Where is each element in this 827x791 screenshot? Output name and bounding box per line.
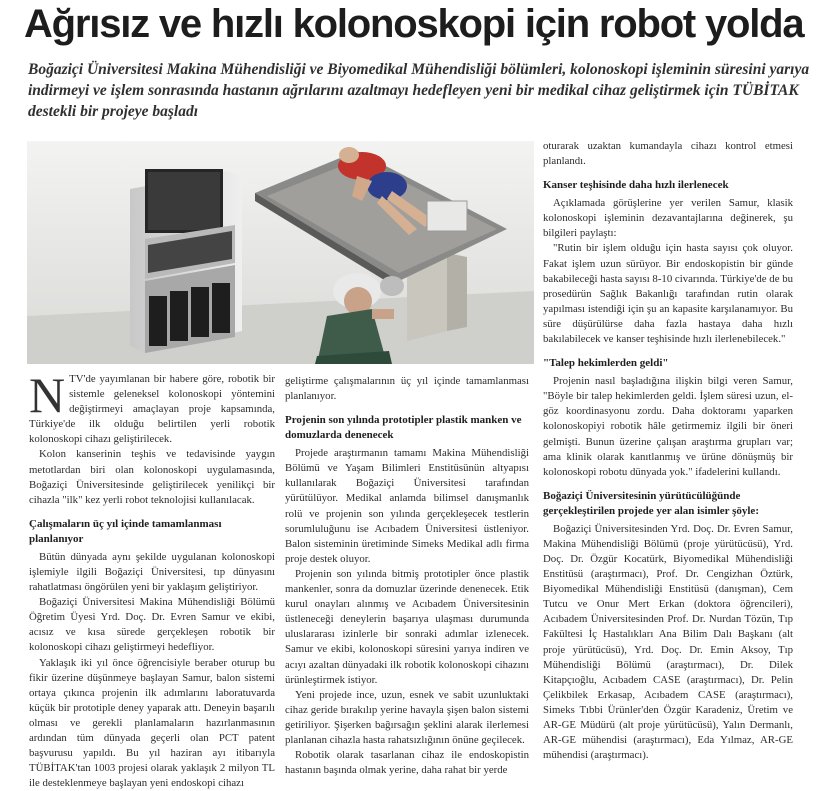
section-heading: Projenin son yılında prototipler plastik manken ve domuzlarda denenecek: [285, 413, 529, 443]
paragraph: Boğaziçi Üniversitesi Makina Mühendisliği Bölümü Öğretim Üyesi Yrd. Doç. Dr. Evren Samur ve ekibi, acısız ve kısa sürede gerçekleşen robotik bir kolonoskopi cihazı geliştirmeyi hedefliyor.: [29, 595, 275, 655]
paragraph: Robotik olarak tasarlanan cihaz ile endoskopistin hastanın başında olmak yerine, daha rahat bir yerde: [285, 748, 529, 778]
robot-illustration: [27, 141, 534, 364]
paragraph: Projede araştırmanın tamamı Makina Mühendisliği Bölümü ve Yaşam Bilimleri Enstitüsünün altyapısı kullanılarak Boğaziçi Üniversitesi tarafından yürütülüyor. Medikal anlamda bilimsel danışmanlık rolü ve projenin son yılında gerçekleşecek testlerin sorumluluğunu ise Acıbadem Üniversitesi üstleniyor. Balon sisteminin üretiminde Simeks Medikal adlı firma proje destek oluyor.: [285, 446, 529, 567]
article-column-1: [29, 372, 275, 791]
section-heading: Boğaziçi Üniversitesinin yürütücülüğünde gerçekleştirilen projede yer alan isimler şöyle:: [543, 489, 793, 519]
section-heading: "Talep hekimlerden geldi": [543, 356, 793, 371]
article-column-3: [543, 139, 793, 763]
paragraph: Projenin nasıl başladığına ilişkin bilgi veren Samur, "Böyle bir talep hekimlerden geldi. İşlem süresi uzun, el-göz koordinasyonu zordu. Daha doktoramı yaparken kolonoskopiyi robotik hâle getirmemiz ilgili bir öneri gelmişti. Bunun üzerine çalışan araştırma grupları var; ama klinik olarak kanıtlanmış ve ürüne dönüşmüş bir kolonoskopi robotu dünyada yok." ifadelerini kullandı.: [543, 374, 793, 480]
paragraph: Boğaziçi Üniversitesinden Yrd. Doç. Dr. Evren Samur, Makina Mühendisliği Bölümü (proje yürütücüsü), Yrd. Doç. Dr. Özgür Kocatürk, Biyomedikal Mühendisliği Enstitüsü (araştırmacı), Prof. Dr. Cengizhan Öztürk, Biyomedikal Mühendisliği Enstitüsü (danışman), Cem Tutcu ve Onur Mert Erkan (doktora öğrencileri), Acıbadem Üniversitesinden Prof. Dr. Nurdan Tözün, Tıp Fakültesi İç Hastalıkları Ana Bilim Dalı Başkanı (alt proje yürütücüsü), Yrd. Doç. Dr. Emin Aksoy, Tıp Mühendisliği Bölümü (araştırmacı), Dr. Dilek Kitapçıoğlu, Acıbadem CASE (araştırmacı), Dr. Pelin Çelikbilek Erkasap, Acıbadem CASE (araştırmacı), Simeks Tıbbi Ürünler'den Özgür Karadeniz, Üretim ve AR-GE Müdürü (alt proje yürütücüsü), Yalın Dermanlı, AR-GE mühendisi (araştırmacı), Eda Yılmaz, AR-GE mühendisi (araştırmacı).: [543, 522, 793, 764]
quote-paragraph: "Rutin bir işlem olduğu için hasta sayısı çok oluyor. Fakat işlem uzun sürüyor. Bir endoskopistin bir günde bakabileceği hasta sayısı 8-10 civarında. Türkiye'de de bu prosedürün Sağlık Bakanlığı tarafından rutin olarak yapılması istendiği için şu an kapasite karşılanamıyor. Bu süre düşürülürse daha fazla hastaya daha hızlı bakılabilecek ve kanser teşhisinde hızlı ilerlenebilecek.": [543, 241, 793, 347]
lead-text: TV'de yayımlanan bir habere göre, robotik bir sistemle geleneksel kolonoskopi yöntemini değiştirmeyi amaçlayan proje kapsamında, Türkiye'de ilk olduğu belirtilen yerli robotik kolonoskopi cihazı geliştirilecek.: [29, 373, 275, 445]
paragraph: Açıklamada görüşlerine yer verilen Samur, klasik kolonoskopi işleminin dezavantajlarına değinerek, şu bilgileri paylaştı:: [543, 196, 793, 241]
section-heading: Çalışmaların üç yıl içinde tamamlanması planlanıyor: [29, 517, 275, 547]
robotic-colonoscopy-render-image: [27, 141, 534, 364]
paragraph: Projenin son yılında bitmiş prototipler önce plastik mankenler, sonra da domuzlar üzerinde denenecek. Etik kurul onayları alınmış ve Acıbadem Üniversitesinin üstleneceği deneylerin başarıya ulaşması durumunda uluslararası izinlerle bir sonraki adımlar izlenecek. Samur ve ekibi, kolonoskopi süresini yarıya indiren ve acıyı azaltan dünyadaki ilk robotik kolonoskopi cihazını ürünleştirmek istiyor.: [285, 567, 529, 688]
paragraph: Yaklaşık iki yıl önce öğrencisiyle beraber oturup bu fikir üzerine düşünmeye başlayan Samur, balon sistemi ortaya çıkınca projenin ilk adımlarını laboratuvarda küçük bir prototiple deney yaparak attı. Deneyin başarılı olması ve gerekli planlamaların hazırlanmasının ardından tüm dünyada geçerli olan PCT patent başvurusu yapıldı. Bu yıl haziran ayı itibarıyla TÜBİTAK'tan 1003 projesi olarak yaklaşık 2 milyon TL ile desteklenmeye başlayan yeni endoskopi cihazı: [29, 656, 275, 791]
section-heading: Kanser teşhisinde daha hızlı ilerlenecek: [543, 178, 793, 193]
article-column-2: [285, 374, 529, 778]
paragraph: oturarak uzaktan kumandayla cihazı kontrol etmesi planlandı.: [543, 139, 793, 169]
paragraph: Kolon kanserinin teşhis ve tedavisinde yaygın metotlardan biri olan kolonoskopi uygulamasında, Boğaziçi Üniversitesinde geliştirilecek yenilikçi bir cihazla "ilk" kez yerli robot teknolojisi kullanılacak.: [29, 447, 275, 507]
paragraph: Yeni projede ince, uzun, esnek ve sabit uzunluktaki cihaz geride bırakılıp yerine havayla şişen balon sistemi getiriliyor. Şişerken bağırsağın şeklini alarak ilerlemesi planlanan cihazla hasta rahatsızlığının önüne geçilecek.: [285, 688, 529, 748]
paragraph: Bütün dünyada aynı şekilde uygulanan kolonoskopi işlemiyle ilgili Boğaziçi Üniversitesi, tıp dünyasını rahatlatması öngörülen yeni bir yaklaşım geliştiriyor.: [29, 550, 275, 595]
drop-cap: N: [29, 375, 65, 415]
article-headline: Ağrısız ve hızlı kolonoskopi için robot yolda: [24, 0, 814, 48]
lead-paragraph: [29, 372, 275, 447]
article-subheadline: Boğaziçi Üniversitesi Makina Mühendisliği ve Biyomedikal Mühendisliği bölümleri, kolonoskopi işleminin süresini yarıya indirmeyi ve işlem sonrasında hastanın ağrılarını azaltmayı hedefleyen yeni bir medikal cihaz geliştirmek için TÜBİTAK destekli bir projeye başladı: [28, 59, 813, 122]
paragraph: geliştirme çalışmalarının üç yıl içinde tamamlanması planlanıyor.: [285, 374, 529, 404]
